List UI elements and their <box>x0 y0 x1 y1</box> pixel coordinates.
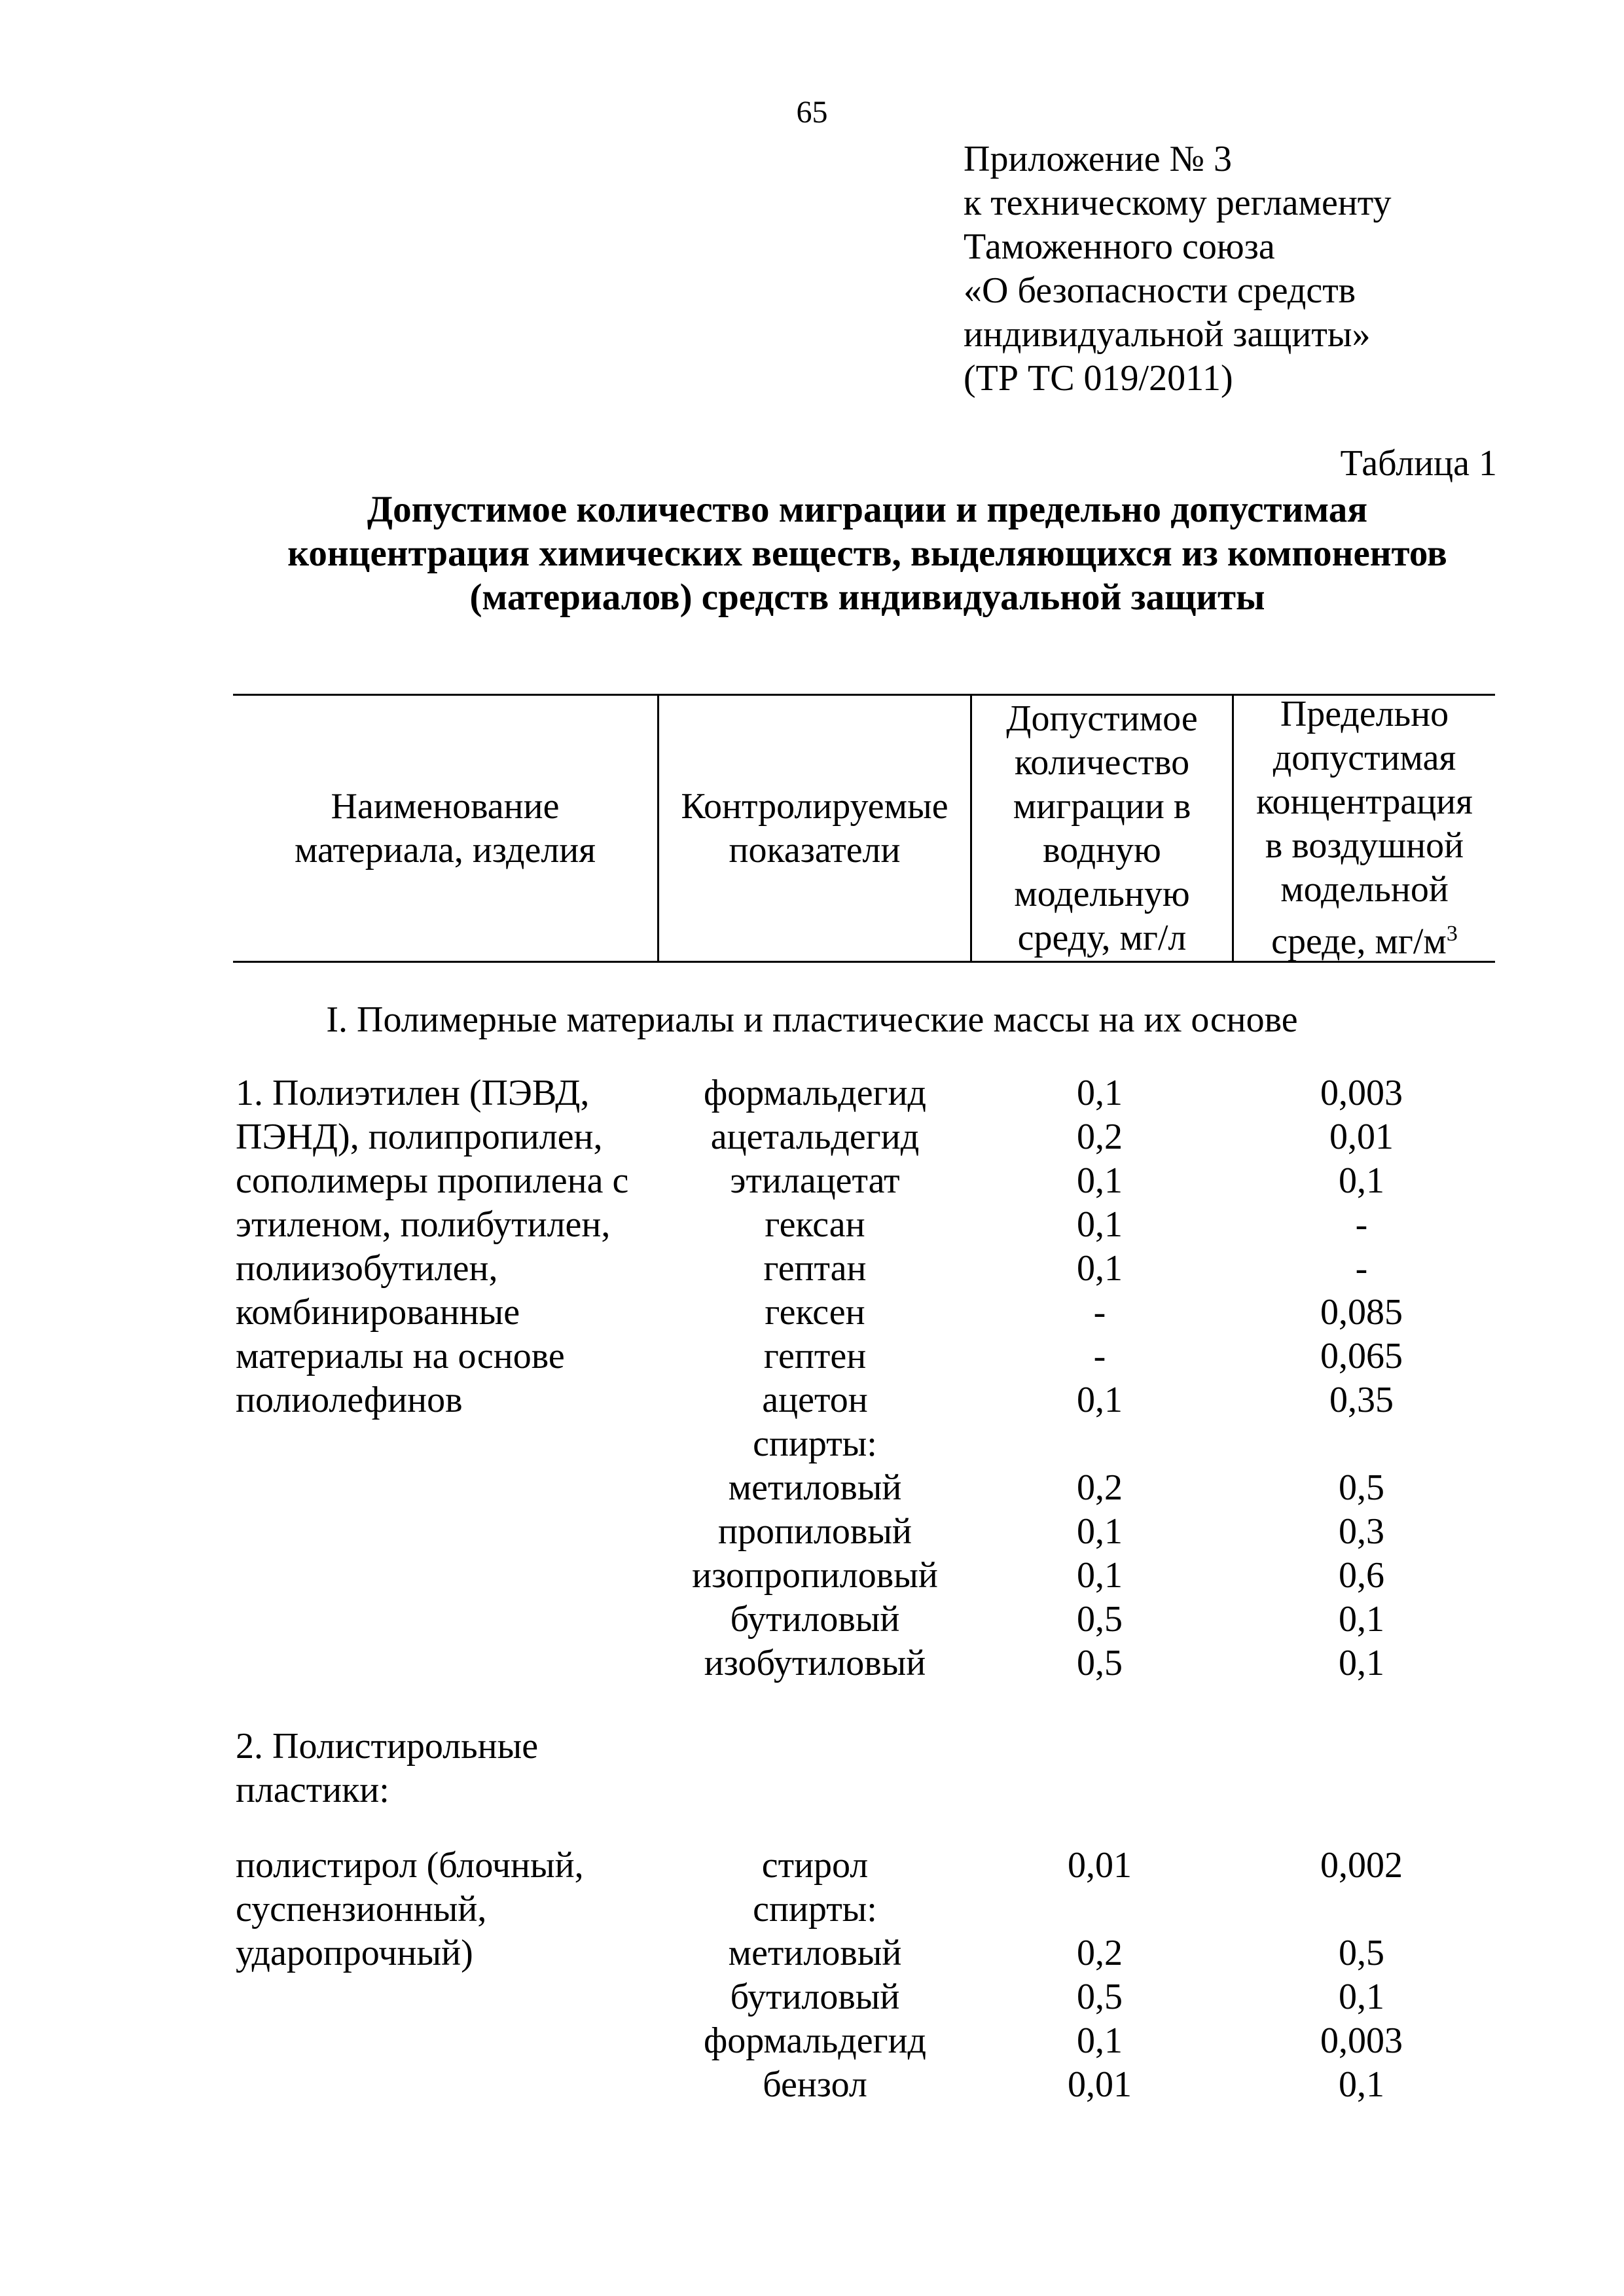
migration-value-cell: 0,5 <box>1077 1643 1123 1683</box>
migration-value-cell: 0,1 <box>1077 1073 1123 1113</box>
migration-value-cell: 0,2 <box>1077 1933 1123 1973</box>
concentration-value-cell: 0,01 <box>1329 1117 1394 1157</box>
indicator-cell: пропиловый <box>718 1511 912 1552</box>
material-name-line: суспензионный, <box>236 1889 487 1929</box>
title-line: Допустимое количество миграции и предельно допустимая <box>367 489 1368 530</box>
indicator-cell: метиловый <box>728 1467 902 1508</box>
header-line: в воздушной <box>1265 825 1464 867</box>
migration-value-cell: 0,1 <box>1077 1160 1123 1201</box>
concentration-value-cell: 0,1 <box>1339 2064 1384 2105</box>
concentration-value-cell: 0,1 <box>1339 1160 1384 1201</box>
title-line: (материалов) средств индивидуальной защиты <box>469 577 1265 618</box>
document-title <box>196 488 1538 619</box>
material-name-line: этиленом, полибутилен, <box>236 1204 611 1245</box>
material-name-line: полиолефинов <box>236 1380 463 1420</box>
migration-value-cell: - <box>1093 1336 1106 1376</box>
header-line: модельной <box>1280 869 1449 910</box>
group-heading-line: 2. Полистирольные <box>236 1726 539 1767</box>
concentration-value-cell: 0,5 <box>1339 1933 1384 1973</box>
migration-value-cell: 0,1 <box>1077 1511 1123 1552</box>
header-line <box>1234 912 1495 964</box>
header-line: миграции в <box>1013 785 1191 827</box>
concentration-value-cell: 0,6 <box>1339 1555 1384 1596</box>
concentration-value-cell: 0,1 <box>1339 1599 1384 1640</box>
indicator-cell: спирты: <box>753 1424 877 1464</box>
migration-value-cell: 0,1 <box>1077 1555 1123 1596</box>
material-name-line: полиизобутилен, <box>236 1248 498 1289</box>
concentration-value-cell: 0,1 <box>1339 1977 1384 2017</box>
concentration-value-cell: 0,1 <box>1339 1643 1384 1683</box>
concentration-value-cell: - <box>1355 1204 1368 1245</box>
material-name-line: комбинированные <box>236 1292 520 1333</box>
concentration-value-cell: 0,5 <box>1339 1467 1384 1508</box>
header-line: количество <box>1014 742 1190 783</box>
page-number: 65 <box>796 95 828 130</box>
appendix-line: «О безопасности средств <box>964 270 1356 311</box>
header-line: материала, изделия <box>294 829 596 870</box>
header-line: показатели <box>729 829 901 870</box>
migration-value-cell: 0,01 <box>1068 1845 1132 1886</box>
header-line: Предельно <box>1280 694 1449 735</box>
appendix-block <box>964 137 1392 401</box>
indicator-cell: изопропиловый <box>692 1555 938 1596</box>
material-name-line: сополимеры пропилена с <box>236 1160 629 1201</box>
table-label: Таблица 1 <box>1340 443 1497 484</box>
indicator-cell: ацетальдегид <box>710 1117 920 1157</box>
migration-value-cell: 0,5 <box>1077 1599 1123 1640</box>
indicator-cell: гексен <box>765 1292 865 1333</box>
concentration-value-cell: 0,003 <box>1320 2020 1403 2061</box>
header-line: Допустимое <box>1006 698 1198 739</box>
header-line: водную <box>1043 829 1161 870</box>
column-header-concentration <box>1234 696 1495 961</box>
material-name-line: 1. Полиэтилен (ПЭВД, <box>236 1073 590 1113</box>
header-line: среду, мг/л <box>1017 917 1187 958</box>
indicator-cell: этилацетат <box>730 1160 900 1201</box>
indicator-cell: бензол <box>763 2064 867 2105</box>
migration-value-cell: 0,1 <box>1077 2020 1123 2061</box>
indicator-cell: бутиловый <box>730 1977 900 2017</box>
header-line: концентрация <box>1256 781 1473 823</box>
indicator-cell: формальдегид <box>703 2020 927 2061</box>
concentration-value-cell: 0,002 <box>1320 1845 1403 1886</box>
concentration-value-cell: 0,003 <box>1320 1073 1403 1113</box>
indicator-cell: гептан <box>763 1248 867 1289</box>
column-header-indicators <box>659 696 970 961</box>
appendix-line: Приложение № 3 <box>964 139 1232 179</box>
concentration-value-cell: - <box>1355 1248 1368 1289</box>
title-line: концентрация химических веществ, выделяющихся из компонентов <box>287 533 1447 574</box>
migration-value-cell: 0,1 <box>1077 1204 1123 1245</box>
concentration-value-cell: 0,065 <box>1320 1336 1403 1376</box>
indicator-cell: гептен <box>763 1336 867 1376</box>
concentration-value-cell: 0,35 <box>1329 1380 1394 1420</box>
indicator-cell: гексан <box>765 1204 865 1245</box>
migration-value-cell: 0,2 <box>1077 1117 1123 1157</box>
material-name-line: материалы на основе <box>236 1336 565 1376</box>
indicator-cell: спирты: <box>753 1889 877 1929</box>
migration-value-cell: - <box>1093 1292 1106 1333</box>
column-header-migration <box>972 696 1232 961</box>
header-line: модельную <box>1014 873 1190 914</box>
header-line-text: среде, мг/м <box>1271 921 1447 962</box>
header-line: Контролируемые <box>681 785 948 827</box>
indicator-cell: бутиловый <box>730 1599 900 1640</box>
migration-value-cell: 0,5 <box>1077 1977 1123 2017</box>
migration-value-cell: 0,2 <box>1077 1467 1123 1508</box>
concentration-value-cell: 0,3 <box>1339 1511 1384 1552</box>
appendix-line: Таможенного союза <box>964 226 1275 267</box>
appendix-line: (ТР ТС 019/2011) <box>964 358 1233 399</box>
migration-value-cell: 0,01 <box>1068 2064 1132 2105</box>
appendix-line: индивидуальной защиты» <box>964 314 1371 355</box>
column-header-material <box>233 696 657 961</box>
indicator-cell: изобутиловый <box>704 1643 926 1683</box>
material-name-line: ударопрочный) <box>236 1933 473 1973</box>
concentration-value-cell: 0,085 <box>1320 1292 1403 1333</box>
indicator-cell: ацетон <box>762 1380 868 1420</box>
indicator-cell: метиловый <box>728 1933 902 1973</box>
group-heading-line: пластики: <box>236 1770 389 1810</box>
header-line: допустимая <box>1272 738 1456 779</box>
section-heading: I. Полимерные материалы и пластические массы на их основе <box>326 999 1298 1040</box>
migration-value-cell: 0,1 <box>1077 1248 1123 1289</box>
migration-value-cell: 0,1 <box>1077 1380 1123 1420</box>
header-line: Наименование <box>331 785 560 827</box>
unit-superscript: 3 <box>1446 922 1458 946</box>
appendix-line: к техническому регламенту <box>964 183 1392 223</box>
material-name-line: полистирол (блочный, <box>236 1845 584 1886</box>
indicator-cell: стирол <box>761 1845 869 1886</box>
indicator-cell: формальдегид <box>703 1073 927 1113</box>
material-name-line: ПЭНД), полипропилен, <box>236 1117 603 1157</box>
